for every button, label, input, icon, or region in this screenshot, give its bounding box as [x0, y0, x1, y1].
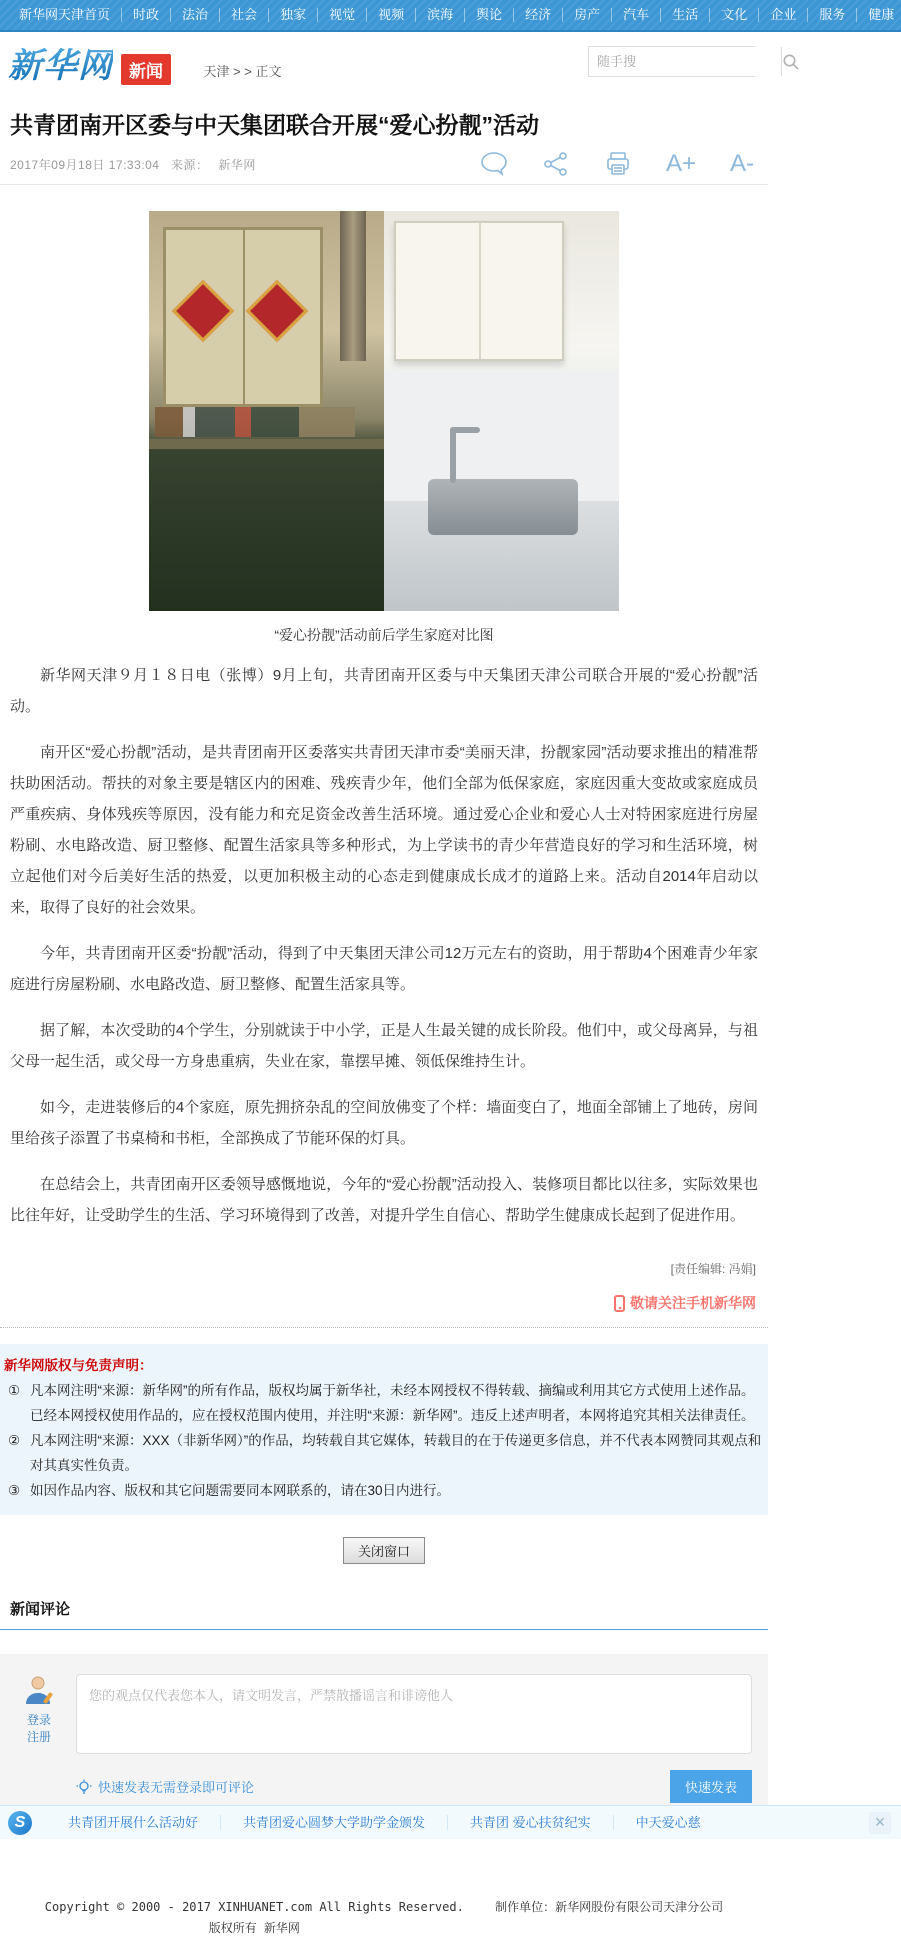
new-sink — [428, 479, 578, 535]
comment-panel — [0, 1654, 768, 1823]
disclaimer-item-text: 凡本网注明“来源：新华网”的所有作品，版权均属于新华社，未经本网授权不得转载、摘编或利用其它方式使用上述作品。已经本网授权使用作品的，应在授权范围内使用，并注明“来源：新华网”。违反上述声明者，本网将追究其相关法律责任。 — [30, 1383, 755, 1423]
breadcrumb[interactable]: 天津 > > 正文 — [203, 64, 282, 79]
topnav-link[interactable]: 汽车 — [612, 8, 661, 22]
disclaimer-item — [2, 1478, 766, 1503]
disclaimer-item-number: ② — [8, 1433, 21, 1448]
topnav-link[interactable]: 经济 — [514, 8, 563, 22]
search-button[interactable] — [781, 47, 800, 76]
sogou-icon[interactable]: S — [8, 1811, 32, 1835]
disclaimer-item — [2, 1428, 766, 1478]
article-paragraph: 南开区“爱心扮靓”活动，是共青团南开区委落实共青团天津市委“美丽天津，扮靓家园”活动要求推出的精准帮扶助困活动。帮扶的对象主要是辖区内的困难、残疾青少年，他们全部为低保家庭，家庭因重大变故或家庭成员严重疾病、身体残疾等原因，没有能力和充足资金改善生活环境。通过爱心企业和爱心人士对特困家庭进行房屋粉刷、水电路改造、厨卫整修、配置生活家具等多种形式，为上学读书的青少年营造良好的学习和生活环境，树立起他们对今后美好生活的热爱，以更加积极主动的心态走到健康成长成才的道路上来。活动自2014年启动以来，取得了良好的社会效果。 — [10, 744, 758, 916]
figure-caption: “爱心扮靓”活动前后学生家庭对比图 — [274, 627, 494, 643]
article-meta — [10, 156, 256, 173]
old-shelf — [149, 439, 384, 449]
article-paragraph: 今年，共青团南开区委“扮靓”活动，得到了中天集团天津公司12万元左右的资助，用于帮助4个困难青少年家庭进行房屋粉刷、水电路改造、厨卫整修、配置生活家具等。 — [10, 945, 758, 993]
article-paragraph: 在总结会上，共青团南开区委领导感慨地说，今年的“爱心扮靓”活动投入、装修项目都比以往多，实际效果也比往年好，让受助学生的生活、学习环境得到了改善，对提升学生自信心、帮助学生健康成长起到了促进作用。 — [10, 1176, 758, 1224]
topnav-link[interactable]: 法治 — [171, 8, 220, 22]
disclaimer-item-number: ③ — [8, 1483, 21, 1498]
bottom-recommend-bar — [0, 1805, 901, 1839]
topnav-link[interactable]: 时政 — [122, 8, 171, 22]
article-body — [0, 660, 768, 1231]
news-badge: 新闻 — [121, 54, 171, 85]
article-figure — [149, 211, 619, 611]
topnav-link[interactable]: 滨海 — [416, 8, 465, 22]
comment-user-block — [16, 1674, 62, 1754]
register-link[interactable]: 注册 — [26, 1730, 51, 1744]
topnav-link[interactable]: 视频 — [367, 8, 416, 22]
share-button[interactable] — [542, 150, 570, 178]
print-button[interactable] — [604, 150, 632, 178]
editor-credit: [责任编辑: 冯娟] — [670, 1262, 756, 1276]
topnav-link[interactable]: 企业 — [759, 8, 808, 22]
source-name: 新华网 — [218, 157, 256, 172]
old-pipe — [340, 211, 366, 361]
related-search-link[interactable]: 共青团爱心圆梦大学助学金颁发 — [220, 1815, 447, 1830]
user-avatar-icon — [22, 1674, 56, 1708]
related-search-link[interactable]: 中天爱心慈 — [613, 1815, 723, 1830]
topnav-link[interactable]: 文化 — [710, 8, 759, 22]
article-date: 2017年09月18日 17:33:04 — [10, 157, 160, 172]
mobile-notice-link[interactable] — [0, 1277, 768, 1327]
page-footer — [0, 1897, 768, 1939]
footer-rights: 版权所有 新华网 — [208, 1921, 300, 1935]
search-box — [588, 46, 755, 77]
source-label: 来源： — [170, 157, 209, 172]
phone-icon — [614, 1295, 625, 1312]
article-paragraph: 据了解，本次受助的4个学生，分别就读于中小学，正是人生最关键的成长阶段。他们中，或父母离异，与祖父母一起生活，或父母一方身患重病，失业在家，靠摆早摊、领低保维持生计。 — [10, 1022, 758, 1070]
search-icon — [782, 53, 800, 71]
share-icon — [543, 151, 569, 177]
footer-maker: 制作单位：新华网股份有限公司天津分公司 — [495, 1900, 724, 1914]
close-window-button[interactable]: 关闭窗口 — [343, 1537, 425, 1564]
comment-button[interactable] — [480, 150, 508, 178]
site-header — [0, 32, 768, 108]
article-paragraph: 如今，走进装修后的4个家庭，原先拥挤杂乱的空间放佛变了个样：墙面变白了，地面全部铺上了地砖，房间里给孩子添置了书桌椅和书柜，全部换成了节能环保的灯具。 — [10, 1099, 758, 1147]
copyright-disclaimer — [0, 1344, 768, 1515]
topnav-link[interactable]: 视觉 — [318, 8, 367, 22]
mobile-notice-text: 敬请关注手机新华网 — [630, 1295, 756, 1311]
topnav-link[interactable]: 服务 — [808, 8, 857, 22]
article-meta-row — [0, 140, 768, 185]
disclaimer-item — [2, 1378, 766, 1428]
avatar — [22, 1674, 56, 1708]
comment-input[interactable] — [76, 1674, 752, 1754]
cluttered-shelf — [155, 407, 355, 437]
quick-post-tip — [76, 1777, 254, 1796]
topnav-link[interactable]: 社会 — [220, 8, 269, 22]
footer-copyright: Copyright © 2000 - 2017 XINHUANET.com All Rights Reserved. — [44, 1900, 464, 1914]
related-search-link[interactable]: 共青团开展什么活动好 — [68, 1815, 199, 1830]
font-increase-button[interactable]: A+ — [665, 150, 696, 177]
quick-post-button[interactable]: 快速发表 — [670, 1770, 752, 1803]
print-icon — [605, 151, 631, 177]
photo-before-renovation — [149, 211, 384, 611]
close-icon[interactable]: × — [869, 1812, 891, 1834]
new-faucet — [450, 427, 456, 483]
disclaimer-item-number: ① — [8, 1383, 21, 1398]
disclaimer-title: 新华网版权与免责声明： — [4, 1358, 153, 1373]
topnav-link[interactable]: 舆论 — [465, 8, 514, 22]
disclaimer-item-text: 凡本网注明“来源：XXX（非新华网）”的作品，均转载自其它媒体，转载目的在于传递更多信息，并不代表本网赞同其观点和对其真实性负责。 — [30, 1433, 762, 1473]
top-navigation — [0, 0, 901, 32]
photo-after-renovation — [384, 211, 619, 611]
topnav-link[interactable]: 房产 — [563, 8, 612, 22]
comments-heading: 新闻评论 — [0, 1598, 768, 1630]
article-tools — [480, 150, 758, 178]
bulb-icon — [76, 1779, 92, 1795]
topnav-link[interactable]: 生活 — [661, 8, 710, 22]
topnav-link[interactable]: 独家 — [269, 8, 318, 22]
search-input[interactable] — [589, 47, 781, 76]
related-search-link[interactable]: 共青团 爱心扶贫纪实 — [447, 1815, 613, 1830]
xinhuanet-logo[interactable]: 新华网 — [8, 47, 113, 85]
quick-post-tip-text: 快速发表无需登录即可评论 — [98, 1780, 255, 1795]
dotted-divider — [0, 1327, 768, 1328]
comment-icon — [480, 151, 508, 177]
login-link[interactable]: 登录 — [26, 1713, 51, 1727]
article-paragraph: 新华网天津９月１８日电（张博）9月上旬，共青团南开区委与中天集团天津公司联合开展的“爱心扮靓”活动。 — [10, 667, 758, 715]
new-cabinet — [394, 221, 564, 361]
disclaimer-item-text: 如因作品内容、版权和其它问题需要同本网联系的，请在30日内进行。 — [30, 1483, 451, 1498]
page-title: 共青团南开区委与中天集团联合开展“爱心扮靓”活动 — [10, 112, 539, 138]
font-decrease-button[interactable]: A- — [730, 150, 754, 177]
topnav-link[interactable]: 新华网天津首页 — [8, 8, 122, 22]
site-logo[interactable] — [8, 46, 171, 86]
topnav-link[interactable]: 健康 — [868, 7, 895, 22]
